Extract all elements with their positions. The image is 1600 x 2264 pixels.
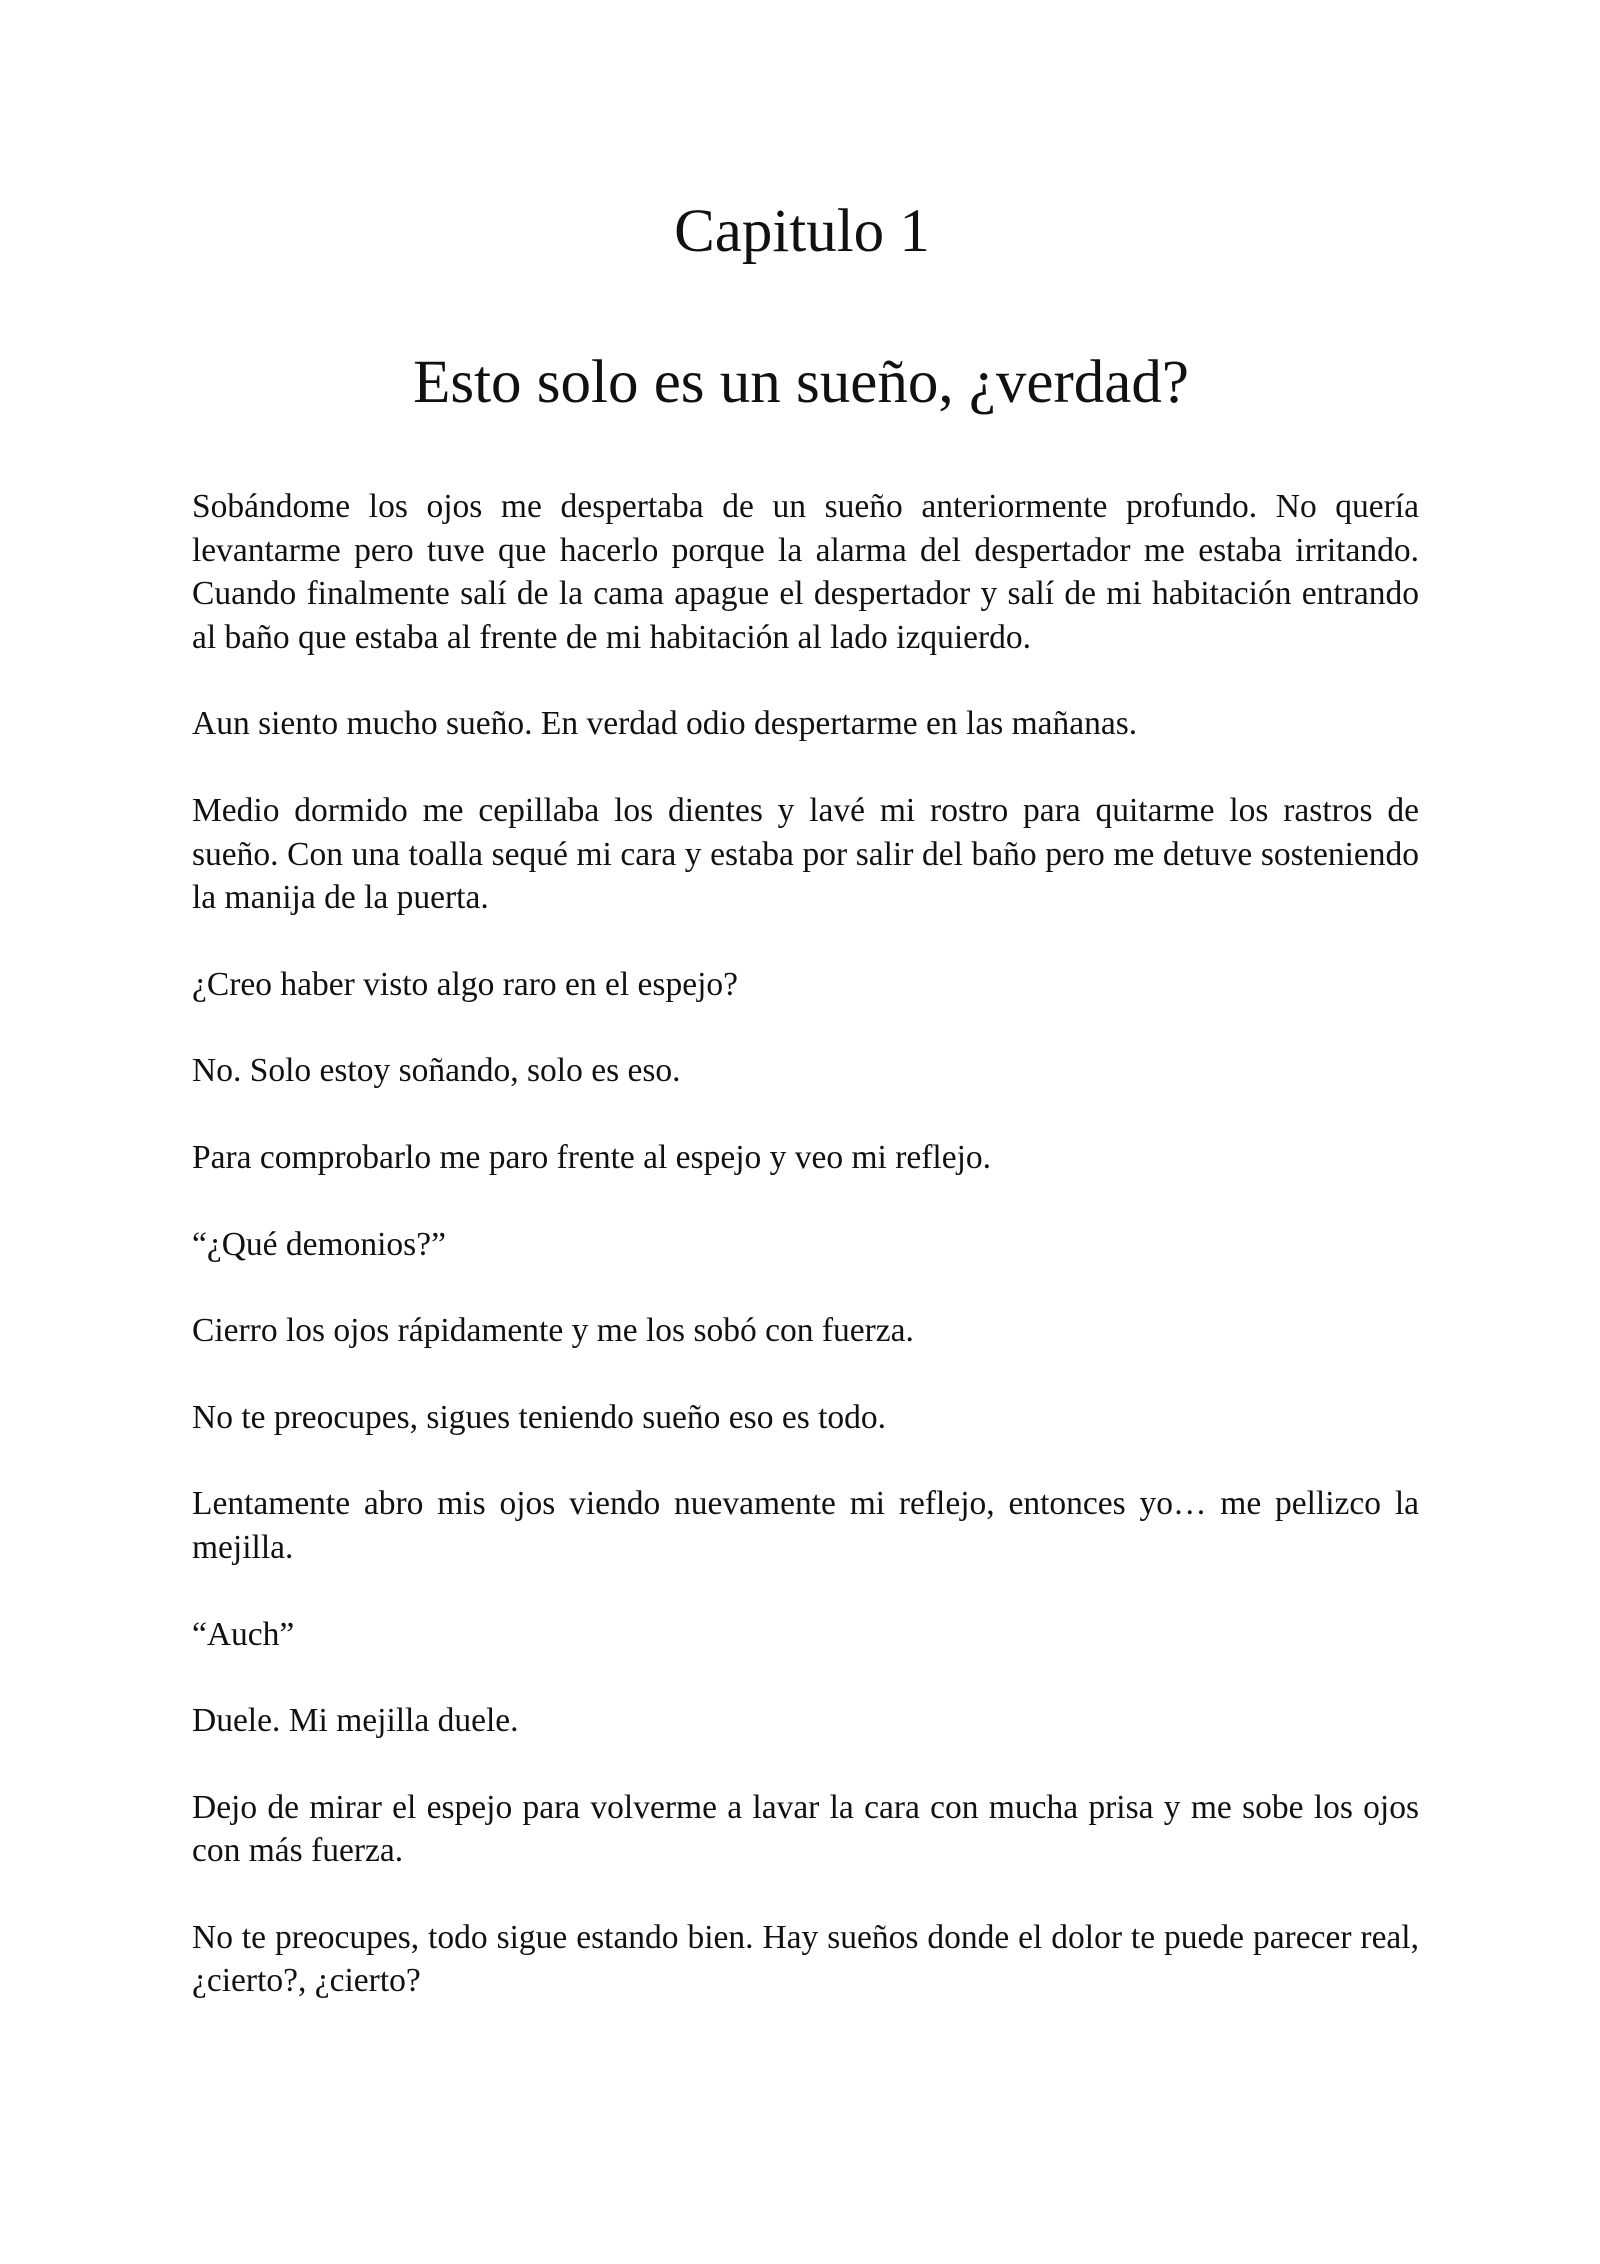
paragraph: No te preocupes, sigues teniendo sueño eso es todo. — [192, 1398, 887, 1436]
paragraph: No. Solo estoy soñando, solo es eso. — [192, 1052, 681, 1090]
paragraph: No te preocupes, todo sigue estando bien. Hay sueños donde el dolor te puede parecer real, ¿cierto?, ¿cierto? — [192, 1918, 1419, 2000]
dialogue-line: “¿Qué demonios?” — [192, 1225, 446, 1263]
chapter-title: Esto solo es un sueño, ¿verdad? — [413, 349, 1189, 416]
paragraph: ¿Creo haber visto algo raro en el espejo? — [192, 965, 739, 1003]
dialogue-line: “Auch” — [192, 1615, 295, 1653]
chapter-body — [192, 485, 1419, 2046]
paragraph: Cierro los ojos rápidamente y me los sobó con fuerza. — [192, 1312, 914, 1350]
chapter-number: Capitulo 1 — [674, 198, 930, 265]
paragraph: Sobándome los ojos me despertaba de un sueño anteriormente profundo. No quería levantarme pero tuve que hacerlo porque la alarma del despertador me estaba irritando. Cuando finalmente salí de la cama apague el despertador y salí de mi habitación entrando al baño que estaba al frente de mi habitación al lado izquierdo. — [192, 488, 1419, 656]
paragraph: Medio dormido me cepillaba los dientes y lavé mi rostro para quitarme los rastros de sueño. Con una toalla sequé mi cara y estaba por salir del baño pero me detuve sosteniendo la manija de la puerta. — [192, 791, 1419, 917]
paragraph: Aun siento mucho sueño. En verdad odio despertarme en las mañanas. — [192, 705, 1138, 743]
paragraph: Duele. Mi mejilla duele. — [192, 1702, 519, 1740]
paragraph: Dejo de mirar el espejo para volverme a lavar la cara con mucha prisa y me sobe los ojos con más fuerza. — [192, 1788, 1419, 1870]
paragraph: Lentamente abro mis ojos viendo nuevamente mi reflejo, entonces yo… me pellizco la mejilla. — [192, 1485, 1419, 1566]
paragraph: Para comprobarlo me paro frente al espejo y veo mi reflejo. — [192, 1138, 992, 1176]
